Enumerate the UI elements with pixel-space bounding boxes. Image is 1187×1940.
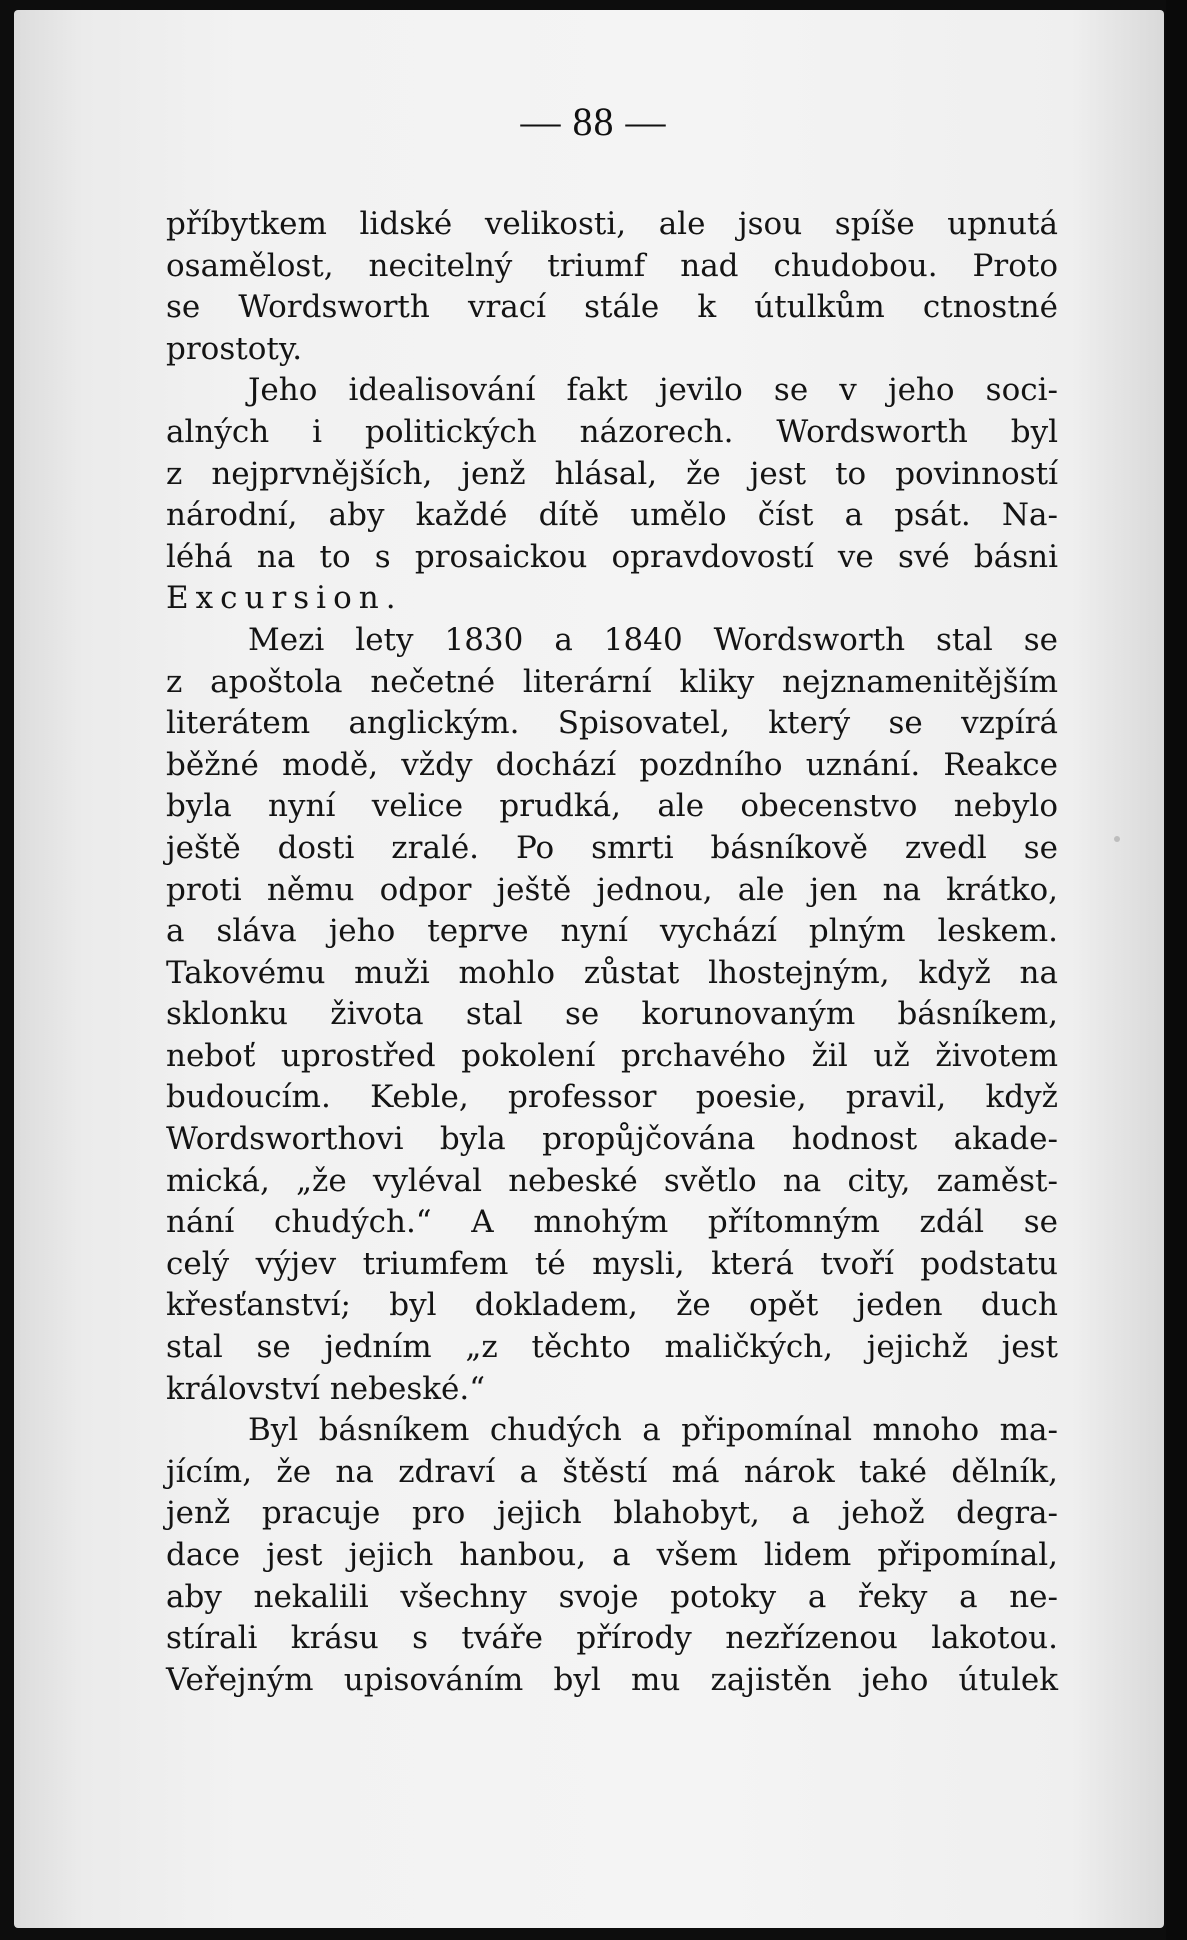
paragraph-start-line: Mezi lety 1830 a 1840 Wordsworth stal se	[248, 621, 1058, 658]
text-line: stírali krásu s tváře přírody nezřízenou lakotou.	[166, 1620, 1058, 1657]
text-line: Veřejným upisováním byl mu zajistěn jeho útulek	[166, 1661, 1058, 1698]
text-line: jenž pracuje pro jejich blahobyt, a jehož degra-	[166, 1495, 1058, 1532]
text-line: Takovému muži mohlo zůstat lhostejným, když na	[166, 954, 1058, 991]
text-line: běžné modě, vždy dochází pozdního uznání. Reakce	[166, 746, 1058, 783]
text-line: proti němu odpor ještě jednou, ale jen na krátko,	[166, 871, 1058, 908]
text-line: prostoty.	[166, 330, 303, 367]
paragraph-start-line: Byl básníkem chudých a připomínal mnoho ma-	[248, 1412, 1058, 1449]
body-text	[166, 204, 1058, 1701]
text-line: nání chudých.“ A mnohým přítomným zdál se	[166, 1204, 1058, 1241]
text-line: aby nekalili všechny svoje potoky a řeky a ne-	[166, 1578, 1058, 1615]
text-line: neboť uprostřed pokolení prchavého žil už životem	[166, 1037, 1058, 1074]
paper-speck	[1114, 836, 1120, 842]
emphasized-title-line: Excursion.	[166, 580, 403, 617]
text-line: budoucím. Keble, professor poesie, pravil, když	[166, 1079, 1058, 1116]
text-line: ještě dosti zralé. Po smrti básníkově zvedl se	[166, 829, 1058, 866]
text-line: celý výjev triumfem té mysli, která tvoří podstatu	[166, 1245, 1058, 1282]
text-line: národní, aby každé dítě umělo číst a psát. Na-	[166, 497, 1058, 534]
text-line: mická, „že vyléval nebeské světlo na city, zaměst-	[166, 1162, 1058, 1199]
text-line: osamělost, necitelný triumf nad chudobou. Proto	[166, 247, 1058, 284]
text-line: Wordsworthovi byla propůjčována hodnost akade-	[166, 1121, 1058, 1158]
text-line: literátem anglickým. Spisovatel, který se vzpírá	[166, 705, 1058, 742]
text-line: křesťanství; byl dokladem, že opět jeden duch	[166, 1287, 1058, 1324]
text-line: stal se jedním „z těchto maličkých, jejichž jest	[166, 1329, 1058, 1366]
text-line: sklonku života stal se korunovaným básníkem,	[166, 996, 1058, 1033]
paragraph-start-line: Jeho idealisování fakt jevilo se v jeho soci-	[248, 372, 1058, 409]
page-edge-shadow	[1166, 0, 1187, 1940]
text-line: léhá na to s prosaickou opravdovostí ve své básni	[166, 538, 1058, 575]
text-line: království nebeské.“	[166, 1370, 486, 1407]
text-line: byla nyní velice prudká, ale obecenstvo nebylo	[166, 788, 1058, 825]
text-line: z nejprvnějších, jenž hlásal, že jest to povinností	[166, 455, 1058, 492]
page-number: — 88 —	[520, 99, 667, 144]
text-line: alných i politických názorech. Wordsworth byl	[166, 413, 1058, 450]
text-line: jícím, že na zdraví a štěstí má nárok také dělník,	[166, 1453, 1058, 1490]
text-line: z apoštola nečetné literární kliky nejznamenitějším	[166, 663, 1058, 700]
text-line: dace jest jejich hanbou, a všem lidem připomínal,	[166, 1537, 1058, 1573]
text-line: a sláva jeho teprve nyní vychází plným leskem.	[166, 913, 1058, 950]
text-line: příbytkem lidské velikosti, ale jsou spíše upnutá	[166, 206, 1058, 242]
text-line: se Wordsworth vrací stále k útulkům ctnostné	[166, 289, 1058, 326]
